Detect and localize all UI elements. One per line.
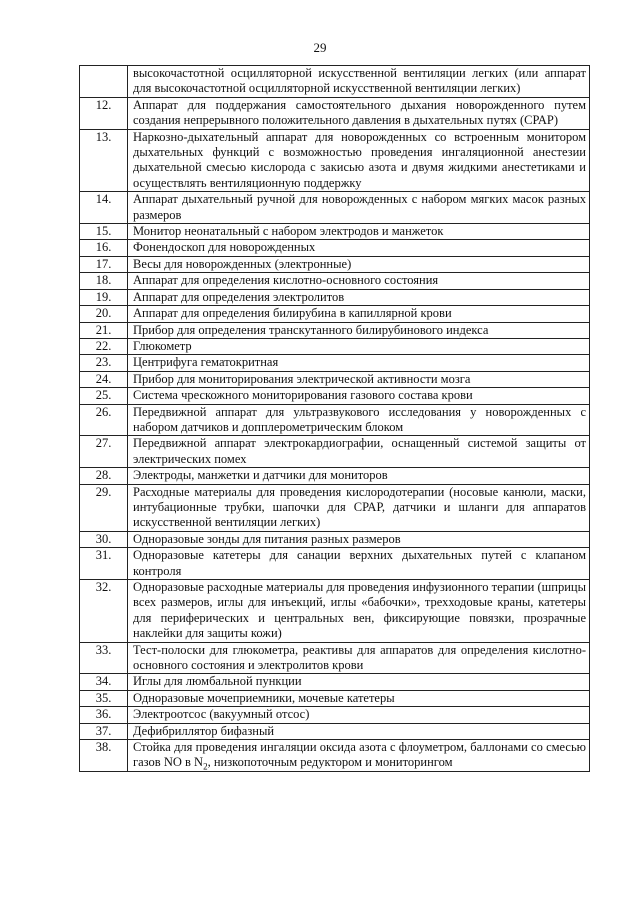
table-row (80, 97, 590, 129)
row-description: Аппарат для определения кислотно-основного состояния (128, 273, 590, 289)
row-description: Аппарат дыхательный ручной для новорожденных с набором мягких масок разных размеров (128, 192, 590, 224)
row-description: Одноразовые зонды для питания разных размеров (128, 531, 590, 547)
row-number: 18. (80, 273, 128, 289)
table-row (80, 240, 590, 256)
row-number: 20. (80, 306, 128, 322)
page-number: 29 (313, 40, 327, 55)
row-description: Передвижной аппарат для ультразвукового исследования у новорожденных с набором датчиков и допплерометрическим блоком (128, 404, 590, 436)
table-row (80, 674, 590, 690)
row-number: 19. (80, 289, 128, 305)
row-number: 22. (80, 338, 128, 354)
table-row (80, 273, 590, 289)
table-row (80, 404, 590, 436)
row-description: Система чрескожного мониторирования газового состава крови (128, 388, 590, 404)
row-description: Иглы для люмбальной пункции (128, 674, 590, 690)
row-description (128, 740, 590, 772)
table-row (80, 306, 590, 322)
row-description: Передвижной аппарат электрокардиографии, оснащенный системой защиты от электрических помех (128, 436, 590, 468)
equipment-table (79, 65, 590, 772)
row-number: 21. (80, 322, 128, 338)
row-number: 32. (80, 580, 128, 643)
row-number: 35. (80, 690, 128, 706)
row-number (80, 66, 128, 98)
row-description: Весы для новорожденных (электронные) (128, 256, 590, 272)
row-number: 30. (80, 531, 128, 547)
row-description: высокочастотной осцилляторной искусственной вентиляции легких (или аппарат для высокочастотной осцилляторной искусственной вентиляции легких) (128, 66, 590, 98)
table-row (80, 580, 590, 643)
row-number: 28. (80, 468, 128, 484)
row-number: 34. (80, 674, 128, 690)
row-description: Прибор для определения транскутанного билирубинового индекса (128, 322, 590, 338)
table-row (80, 388, 590, 404)
table-row (80, 436, 590, 468)
subscript-2: 2 (203, 761, 208, 772)
row-description: Дефибриллятор бифазный (128, 723, 590, 739)
table-row (80, 723, 590, 739)
row-text-tail: , низкопоточным редуктором и мониторингом (207, 755, 453, 770)
table-row (80, 531, 590, 547)
table-row (80, 192, 590, 224)
table-row (80, 66, 590, 98)
row-description: Прибор для мониторирования электрической активности мозга (128, 371, 590, 387)
table-row (80, 224, 590, 240)
row-text-main: Стойка для проведения ингаляции оксида азота с флоуметром, баллонами со смесью газов NO в N (133, 740, 586, 770)
row-description: Одноразовые катетеры для санации верхних дыхательных путей с клапаном контроля (128, 548, 590, 580)
row-description: Тест-полоски для глюкометра, реактивы для аппаратов для определения кислотно-основного состояния и электролитов крови (128, 642, 590, 674)
row-number: 26. (80, 404, 128, 436)
row-number: 25. (80, 388, 128, 404)
row-description: Электроотсос (вакуумный отсос) (128, 707, 590, 723)
row-number: 14. (80, 192, 128, 224)
table-row (80, 256, 590, 272)
row-description: Фонендоскоп для новорожденных (128, 240, 590, 256)
table-row (80, 371, 590, 387)
row-description: Одноразовые расходные материалы для проведения инфузионного терапии (шприцы всех размеров, иглы для инъекций, иглы «бабочки», трехходовые краны, катетеры для периферических и центральных вен, фиксирующие повязки, прозрачные наклейки для защиты кожи) (128, 580, 590, 643)
row-number: 15. (80, 224, 128, 240)
row-number: 23. (80, 355, 128, 371)
row-number: 16. (80, 240, 128, 256)
row-description: Аппарат для определения электролитов (128, 289, 590, 305)
table-row (80, 289, 590, 305)
table-row (80, 690, 590, 706)
table-row (80, 129, 590, 192)
row-description: Электроды, манжетки и датчики для мониторов (128, 468, 590, 484)
table-row (80, 642, 590, 674)
row-number: 36. (80, 707, 128, 723)
row-description: Наркозно-дыхательный аппарат для новорожденных со встроенным монитором дыхательных функций с возможностью проведения ингаляционной анестезии дыхательной смесью кислорода с закисью азота и двумя жидкими анестетиками и осуществлять вентиляционную поддержку (128, 129, 590, 192)
row-description: Монитор неонатальный с набором электродов и манжеток (128, 224, 590, 240)
row-description: Центрифуга гематокритная (128, 355, 590, 371)
table-row (80, 707, 590, 723)
table-row (80, 322, 590, 338)
table-row (80, 338, 590, 354)
table-row (80, 484, 590, 531)
table-row (80, 740, 590, 772)
row-number: 31. (80, 548, 128, 580)
row-number: 24. (80, 371, 128, 387)
row-number: 27. (80, 436, 128, 468)
table-row (80, 468, 590, 484)
row-description: Аппарат для поддержания самостоятельного дыхания новорожденного путем создания непрерывного положительного давления в дыхательных путях (СРАР) (128, 97, 590, 129)
row-description: Одноразовые мочеприемники, мочевые катетеры (128, 690, 590, 706)
row-number: 12. (80, 97, 128, 129)
table-row (80, 548, 590, 580)
row-number: 29. (80, 484, 128, 531)
row-description: Глюкометр (128, 338, 590, 354)
row-number: 37. (80, 723, 128, 739)
table-row (80, 355, 590, 371)
row-number: 38. (80, 740, 128, 772)
row-number: 17. (80, 256, 128, 272)
row-number: 33. (80, 642, 128, 674)
row-description: Аппарат для определения билирубина в капиллярной крови (128, 306, 590, 322)
row-number: 13. (80, 129, 128, 192)
row-description: Расходные материалы для проведения кислородотерапии (носовые канюли, маски, интубационные трубки, шапочки для СРАР, датчики и шланги для аппаратов искусственной вентиляции легких) (128, 484, 590, 531)
